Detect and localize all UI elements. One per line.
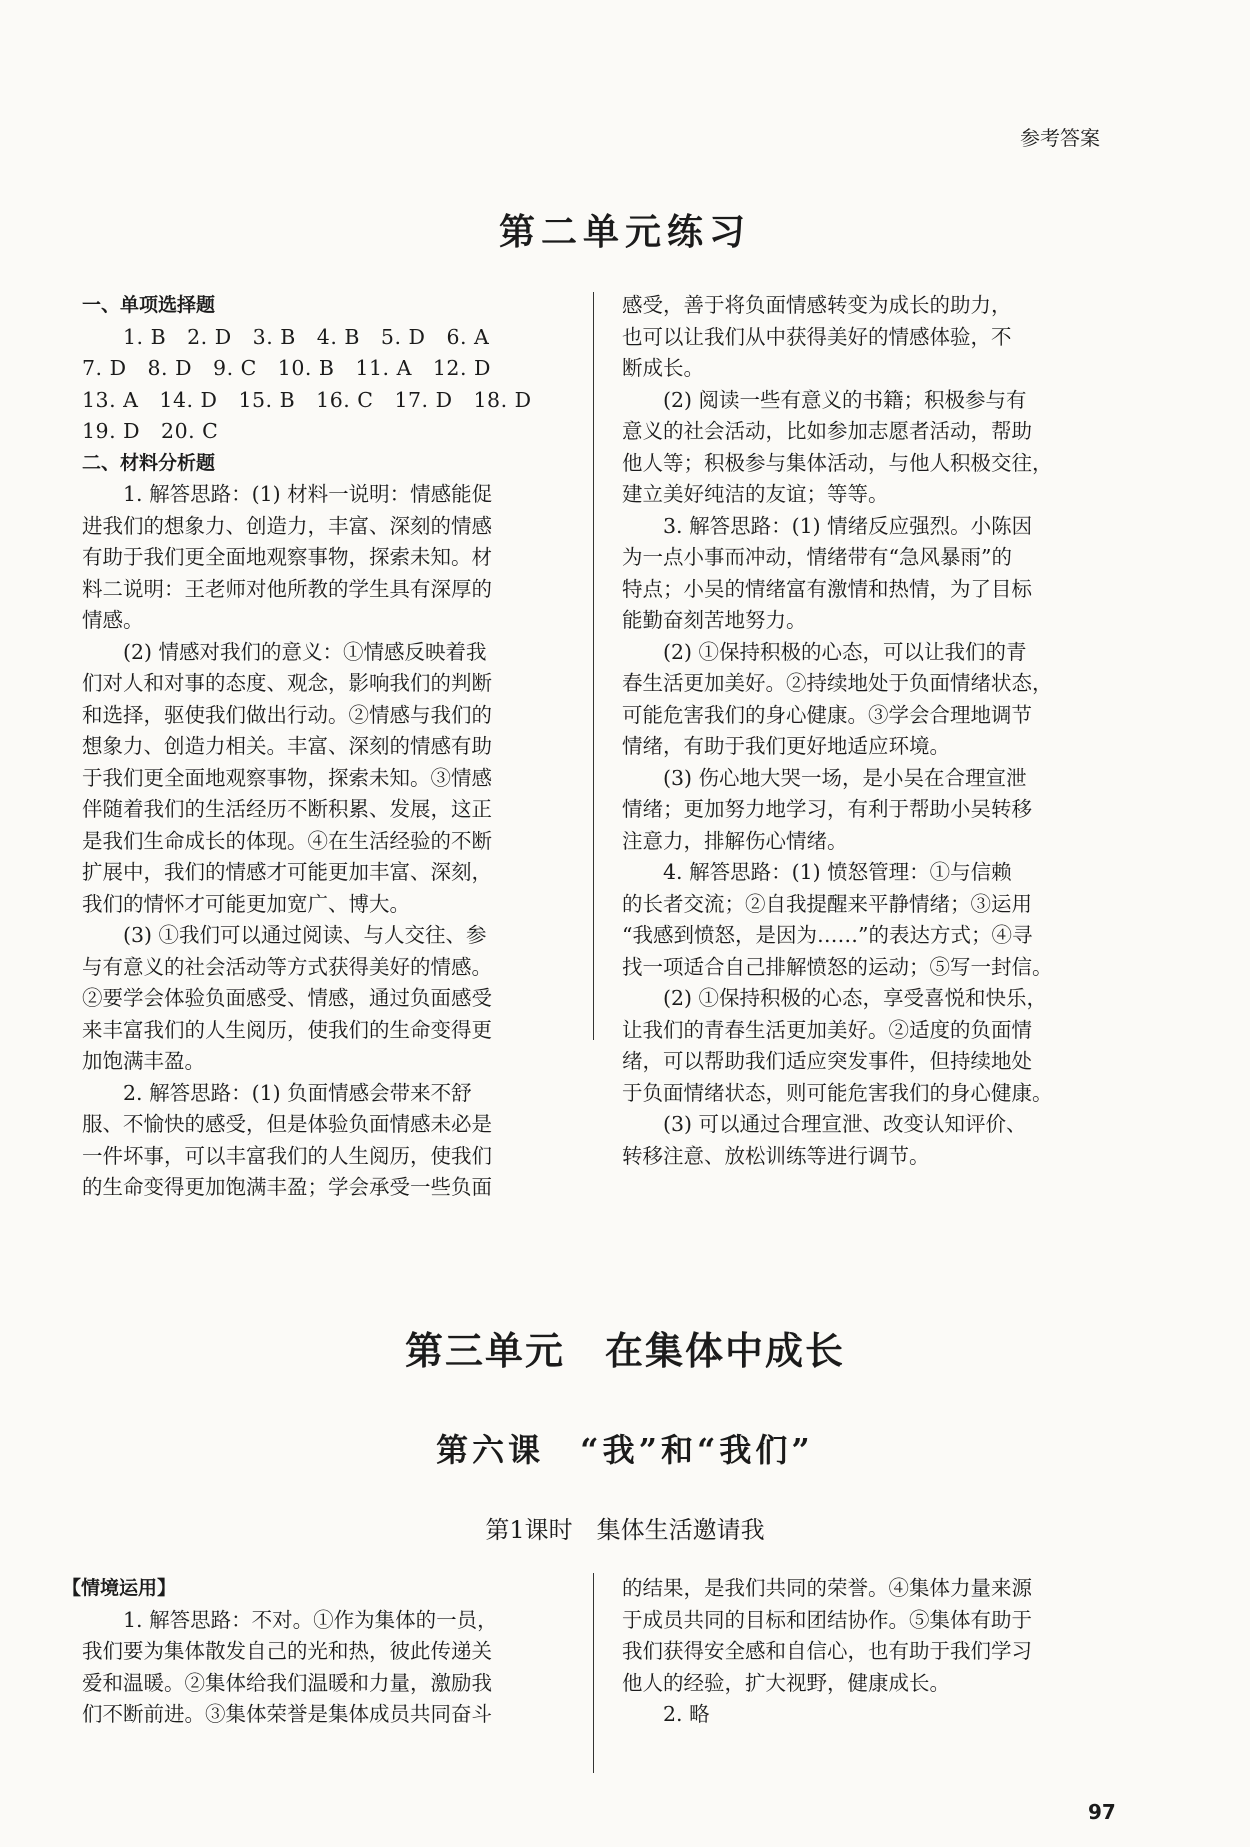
text-line: 7. D 8. D 9. C 10. B 11. A 12. D [82,356,491,380]
text-line: 1. 解答思路：不对。①作为集体的一员， [123,1607,498,1632]
text-line: 1. 解答思路：(1) 材料一说明：情感能促 [123,482,493,506]
text-line: (2) 情感对我们的意义：①情感反映着我 [123,639,487,664]
text-line: 断成长。 [622,356,704,380]
text-line: 感受，善于将负面情感转变为成长的助力， [622,293,1012,317]
text-line: 和选择，驱使我们做出行动。②情感与我们的 [82,702,492,727]
text-line: 爱和温暖。②集体给我们温暖和力量，激励我 [82,1670,492,1695]
text-line: 特点；小吴的情绪富有激情和热情，为了目标 [622,576,1032,601]
text-line: 是我们生命成长的体现。④在生活经验的不断 [82,828,492,853]
text-line: 建立美好纯洁的友谊；等等。 [622,482,889,506]
text-line: 情绪；更加努力地学习，有利于帮助小吴转移 [622,797,1032,821]
text-line: 扩展中，我们的情感才可能更加丰富、深刻， [82,860,492,884]
text-line: 与有意义的社会活动等方式获得美好的情感。 [82,954,492,979]
text-line: ②要学会体验负面感受、情感，通过负面感受 [82,986,492,1010]
text-line: 春生活更加美好。②持续地处于负面情绪状态， [622,671,1053,695]
text-line: 的结果，是我们共同的荣誉。④集体力量来源 [622,1576,1032,1600]
text-line: 有助于我们更全面地观察事物，探索未知。材 [82,545,492,569]
text-line: (2) ①保持积极的心态，享受喜悦和快乐， [663,986,1048,1010]
text-line: (3) ①我们可以通过阅读、与人交往、参 [123,923,487,947]
text-line: 2. 解答思路：(1) 负面情感会带来不舒 [123,1080,472,1105]
text-line: 伴随着我们的生活经历不断积累、发展，这正 [82,797,492,821]
text-line: 们不断前进。③集体荣誉是集体成员共同奋斗 [82,1702,492,1726]
text-line: (3) 伤心地大哭一场，是小吴在合理宣泄 [663,765,1027,790]
text-line: (2) 阅读一些有意义的书籍；积极参与有 [663,387,1027,412]
text-line: 可能危害我们的身心健康。③学会合理地调节 [622,702,1032,727]
text-line: 服、不愉快的感受，但是体验负面情感未必是 [82,1112,492,1136]
unit3-left-column [62,1573,562,1731]
text-line: (2) ①保持积极的心态，可以让我们的青 [663,639,1027,664]
unit3-right-column [622,1573,1104,1731]
text-line: 让我们的青春生活更加美好。②适度的负面情 [622,1017,1032,1042]
text-line: 转移注意、放松训练等进行调节。 [622,1143,930,1168]
text-line: 的长者交流；②自我提醒来平静情绪；③运用 [622,891,1032,916]
text-line: 也可以让我们从中获得美好的情感体验，不 [622,324,1012,349]
unit2-title: 第二单元练习 [498,211,751,253]
text-line: 他人等；积极参与集体活动，与他人积极交往， [622,450,1053,475]
page-number: 97 [1088,1800,1116,1824]
text-line: 加饱满丰盈。 [82,1049,205,1073]
text-line: 的生命变得更加饱满丰盈；学会承受一些负面 [82,1175,492,1199]
text-line: 1. B 2. D 3. B 4. B 5. D 6. A [123,324,490,349]
text-line: 们对人和对事的态度、观念，影响我们的判断 [82,671,492,695]
text-line: 想象力、创造力相关。丰富、深刻的情感有助 [82,734,492,758]
text-line: 绪，可以帮助我们适应突发事件，但持续地处 [622,1049,1032,1073]
unit3-left-lines [62,1605,562,1731]
text-line: 料二说明：王老师对他所教的学生具有深厚的 [82,576,492,601]
text-line: (3) 可以通过合理宣泄、改变认知评价、 [663,1112,1027,1136]
text-line: 于负面情绪状态，则可能危害我们的身心健康。 [622,1080,1053,1105]
text-line: 一、单项选择题 [82,294,216,316]
text-line: “我感到愤怒，是因为……”的表达方式；④寻 [622,923,1033,947]
unit2-right-column [622,290,1104,1172]
text-line: 3. 解答思路：(1) 情绪反应强烈。小陈因 [663,513,1033,538]
lesson-title: 第六课 “我”和“我们” [436,1431,814,1469]
text-line: 2. 略 [663,1702,710,1726]
text-line: 进我们的想象力、创造力，丰富、深刻的情感 [82,513,492,538]
running-header: 参考答案 [1020,126,1100,150]
text-line: 来丰富我们的人生阅历，使我们的生命变得更 [82,1017,492,1042]
text-line: 13. A 14. D 15. B 16. C 17. D 18. D [82,387,532,412]
text-line: 能勤奋刻苦地努力。 [622,608,807,632]
text-line: 注意力，排解伤心情绪。 [622,828,848,853]
text-line: 于成员共同的目标和团结协作。⑤集体有助于 [622,1607,1032,1632]
section-tag: 【情境运用】 [62,1577,177,1599]
text-line: 我们获得安全感和自信心，也有助于我们学习 [622,1639,1032,1663]
column-divider [593,1573,594,1773]
text-line: 情绪，有助于我们更好地适应环境。 [622,734,950,758]
text-line: 二、材料分析题 [82,451,216,474]
text-line: 意义的社会活动，比如参加志愿者活动，帮助 [622,419,1032,443]
period-title: 第1课时 集体生活邀请我 [485,1516,765,1544]
text-line: 4. 解答思路：(1) 愤怒管理：①与信赖 [663,860,1012,884]
unit2-left-column [82,290,560,1204]
text-line: 19. D 20. C [82,419,219,443]
text-line: 他人的经验，扩大视野，健康成长。 [622,1670,950,1695]
text-line: 情感。 [82,608,144,632]
unit3-title: 第三单元 在集体中成长 [404,1328,845,1373]
text-line: 找一项适合自己排解愤怒的运动；⑤写一封信。 [622,954,1053,979]
column-divider [593,292,594,1040]
text-line: 我们要为集体散发自己的光和热，彼此传递关 [82,1639,492,1663]
text-line: 我们的情怀才可能更加宽广、博大。 [82,891,410,916]
text-line: 为一点小事而冲动，情绪带有“急风暴雨”的 [622,545,1012,569]
text-line: 于我们更全面地观察事物，探索未知。③情感 [82,765,492,790]
text-line: 一件坏事，可以丰富我们的人生阅历，使我们 [82,1143,492,1168]
